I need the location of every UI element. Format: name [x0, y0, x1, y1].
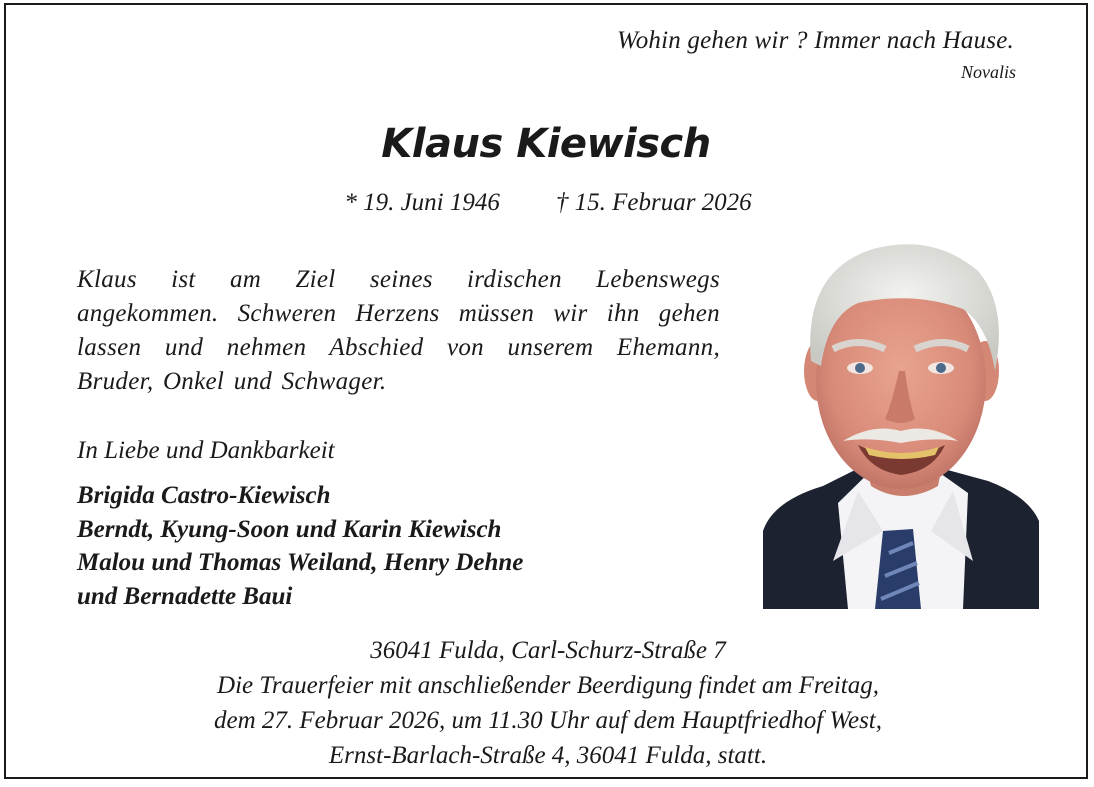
service-line: Ernst-Barlach-Straße 4, 36041 Fulda, statt.	[328, 742, 768, 769]
family-line: und Bernadette Baui	[77, 582, 293, 610]
service-line: Die Trauerfeier mit anschließender Beerdigung findet am Freitag,	[217, 672, 879, 699]
life-dates	[6, 189, 1090, 217]
epigraph-quote: Wohin gehen wir ? Immer nach Hause.	[616, 27, 1014, 54]
obituary-message: Klaus ist am Ziel seines irdischen Lebenswegs angekommen. Schweren Herzens müssen wir ihn gehen lassen und nehmen Abschied von unserem Ehemann, Bruder, Onkel und Schwager.	[77, 266, 720, 395]
address-line: 36041 Fulda, Carl-Schurz-Straße 7	[370, 637, 726, 664]
family-line: Malou und Thomas Weiland, Henry Dehne	[77, 549, 524, 576]
deceased-name: Klaus Kiewisch	[381, 121, 711, 167]
birth-date: * 19. Juni 1946	[344, 189, 500, 216]
service-line: dem 27. Februar 2026, um 11.30 Uhr auf dem Hauptfriedhof West,	[213, 707, 883, 734]
portrait-image	[763, 231, 1039, 609]
epigraph-author: Novalis	[960, 62, 1016, 82]
portrait-photo	[763, 231, 1039, 609]
family-line: Berndt, Kyung-Soon und Karin Kiewisch	[77, 515, 502, 543]
obituary-card	[4, 3, 1088, 779]
closing-greeting: In Liebe und Dankbarkeit	[77, 437, 335, 464]
death-date: † 15. Februar 2026	[555, 189, 752, 216]
family-line: Brigida Castro-Kiewisch	[77, 482, 331, 509]
service-details	[6, 633, 1090, 773]
family-list	[77, 479, 523, 613]
